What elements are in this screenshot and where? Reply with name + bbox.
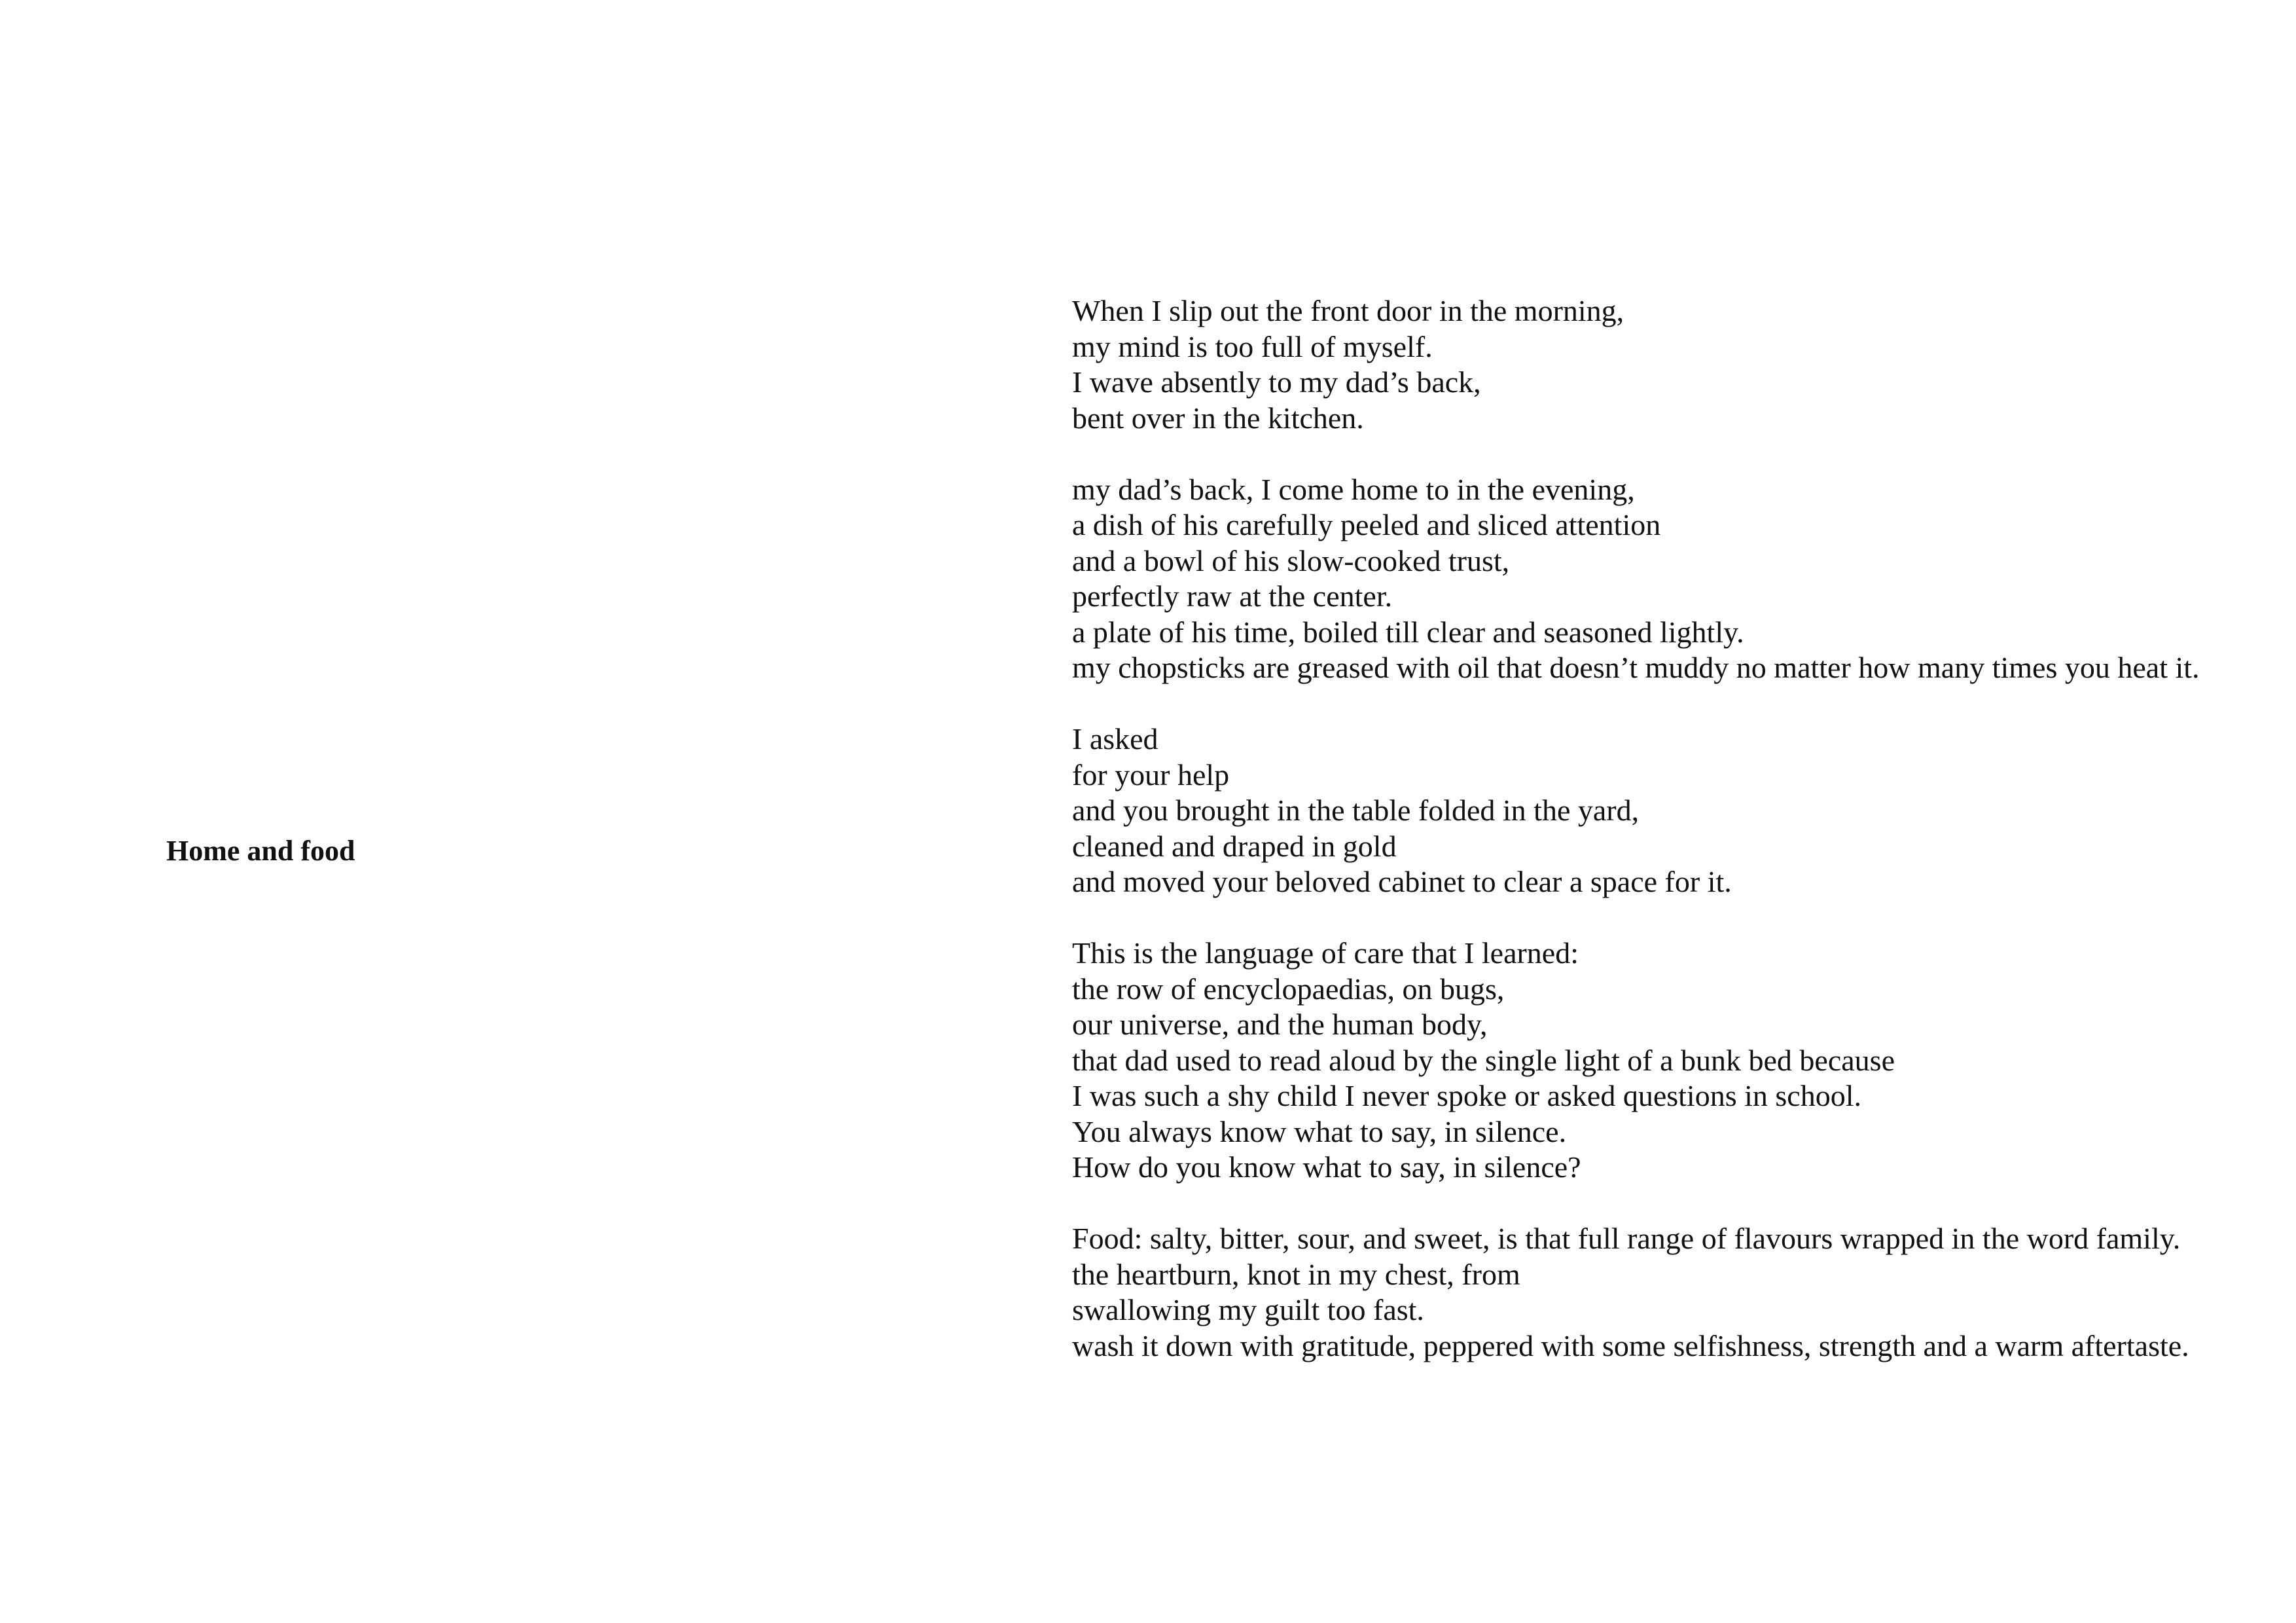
poem-line: wash it down with gratitude, peppered with some selfishness, strength and a warm aftertaste. bbox=[1072, 1328, 2189, 1362]
poem-line: Food: salty, bitter, sour, and sweet, is that full range of flavours wrapped in the word family. bbox=[1072, 1222, 2181, 1255]
poem-line: I wave absently to my dad’s back, bbox=[1072, 365, 1481, 399]
poem-line: that dad used to read aloud by the single light of a bunk bed because bbox=[1072, 1043, 1895, 1077]
stanza-5 bbox=[1072, 1221, 2276, 1364]
poem-line: the row of encyclopaedias, on bugs, bbox=[1072, 972, 1505, 1006]
poem-title: Home and food bbox=[166, 835, 355, 867]
poem-line: for your help bbox=[1072, 757, 1230, 792]
poem-line: swallowing my guilt too fast. bbox=[1072, 1293, 1424, 1326]
poem-line: a plate of his time, boiled till clear and seasoned lightly. bbox=[1072, 615, 1744, 649]
poem-line: This is the language of care that I learned: bbox=[1072, 936, 1579, 970]
poem-line: cleaned and draped in gold bbox=[1072, 829, 1397, 863]
poem-line: bent over in the kitchen. bbox=[1072, 401, 1364, 435]
poem-line: a dish of his carefully peeled and sliced attention bbox=[1072, 508, 1661, 541]
stanza-1 bbox=[1072, 293, 2276, 436]
poem-line: my chopsticks are greased with oil that doesn’t muddy no matter how many times you heat it. bbox=[1072, 651, 2200, 684]
poem-line: I was such a shy child I never spoke or asked questions in school. bbox=[1072, 1079, 1861, 1112]
poem-line: You always know what to say, in silence. bbox=[1072, 1114, 1567, 1148]
poem-line: our universe, and the human body, bbox=[1072, 1008, 1488, 1041]
poem-line: my mind is too full of myself. bbox=[1072, 329, 1433, 363]
poem-line: perfectly raw at the center. bbox=[1072, 579, 1393, 613]
poem-line: and moved your beloved cabinet to clear a space for it. bbox=[1072, 865, 1732, 898]
poem-line: When I slip out the front door in the morning, bbox=[1072, 294, 1624, 327]
poem-line: I asked bbox=[1072, 722, 1158, 756]
poem-body bbox=[1072, 293, 2276, 1364]
poem-line: my dad’s back, I come home to in the evening, bbox=[1072, 472, 1635, 506]
poem-line: and a bowl of his slow-cooked trust, bbox=[1072, 543, 1510, 577]
stanza-4 bbox=[1072, 936, 2276, 1186]
stanza-2 bbox=[1072, 472, 2276, 686]
poem-line: and you brought in the table folded in the yard, bbox=[1072, 793, 1640, 827]
stanza-3 bbox=[1072, 721, 2276, 900]
poem-line: the heartburn, knot in my chest, from bbox=[1072, 1257, 1520, 1291]
poem-line: How do you know what to say, in silence? bbox=[1072, 1150, 1581, 1184]
